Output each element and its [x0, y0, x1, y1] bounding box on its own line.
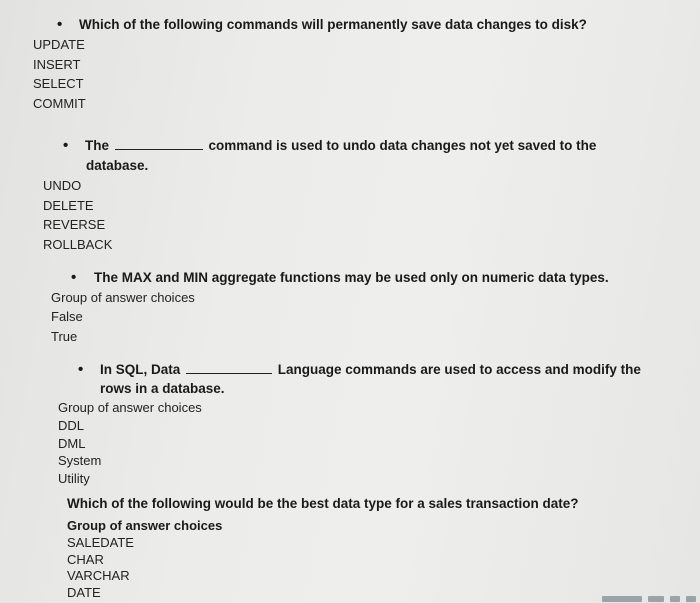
view-icon[interactable] — [648, 596, 664, 602]
question-2-options — [43, 176, 596, 254]
question-5-options — [67, 535, 579, 601]
question-3-stem: The MAX and MIN aggregate functions may be used only on numeric data types. — [94, 270, 609, 285]
focus-button[interactable] — [602, 596, 642, 602]
taskbar-fragment — [602, 596, 696, 602]
question-5-stem: Which of the following would be the best data type for a sales transaction date? — [67, 496, 579, 511]
bullet-icon: • — [78, 361, 84, 378]
answer-option[interactable]: False — [51, 309, 83, 324]
fill-in-blank — [186, 361, 272, 374]
question-2-stem-line — [43, 136, 596, 155]
question-2-stem-continued: database. — [86, 158, 149, 173]
question-1-stem: Which of the following commands will permanently save data changes to disk? — [79, 17, 587, 32]
answer-group-label: Group of answer choices — [67, 518, 223, 533]
question-4 — [58, 360, 641, 487]
answer-option[interactable]: DDL — [58, 418, 85, 433]
question-3 — [51, 268, 609, 346]
question-4-stem-line — [58, 360, 641, 379]
answer-option[interactable]: DATE — [67, 584, 101, 600]
question-1-options — [33, 35, 587, 113]
question-4-stem-continued: rows in a database. — [100, 381, 225, 396]
answer-option[interactable]: True — [51, 328, 78, 344]
question-5 — [67, 494, 579, 601]
answer-group-label: Group of answer choices — [51, 290, 195, 305]
answer-option[interactable]: SELECT — [33, 76, 84, 91]
fill-in-blank — [115, 137, 203, 150]
answer-option[interactable]: SALEDATE — [67, 535, 134, 550]
answer-option[interactable]: CHAR — [67, 551, 104, 567]
bullet-icon: • — [57, 16, 63, 33]
answer-option[interactable]: UNDO — [43, 178, 82, 193]
answer-group-label: Group of answer choices — [58, 400, 202, 415]
answer-option[interactable]: VARCHAR — [67, 568, 130, 583]
answer-option[interactable]: Utility — [58, 470, 90, 486]
question-1 — [33, 15, 587, 113]
bullet-icon: • — [63, 137, 69, 154]
layout-icon[interactable] — [670, 596, 680, 602]
question-4-stem-after: Language commands are used to access and modify the — [277, 362, 641, 377]
question-2 — [43, 136, 596, 254]
answer-option[interactable]: ROLLBACK — [43, 236, 113, 252]
zoom-icon[interactable] — [686, 596, 696, 602]
question-2-stem-before: The — [85, 138, 110, 153]
question-3-stem-line — [51, 268, 609, 287]
answer-option[interactable]: REVERSE — [43, 217, 106, 232]
answer-option[interactable]: DELETE — [43, 197, 94, 213]
question-4-options — [58, 417, 641, 487]
question-1-stem-line — [33, 15, 587, 34]
answer-option[interactable]: System — [58, 453, 102, 468]
answer-option[interactable]: COMMIT — [33, 95, 86, 111]
bullet-icon: • — [71, 269, 77, 286]
answer-option[interactable]: UPDATE — [33, 37, 85, 52]
answer-option[interactable]: INSERT — [33, 56, 81, 72]
question-2-stem-after: command is used to undo data changes not yet saved to the — [208, 138, 597, 153]
answer-option[interactable]: DML — [58, 435, 86, 451]
question-4-stem-before: In SQL, Data — [100, 362, 181, 377]
question-3-options — [51, 307, 609, 346]
